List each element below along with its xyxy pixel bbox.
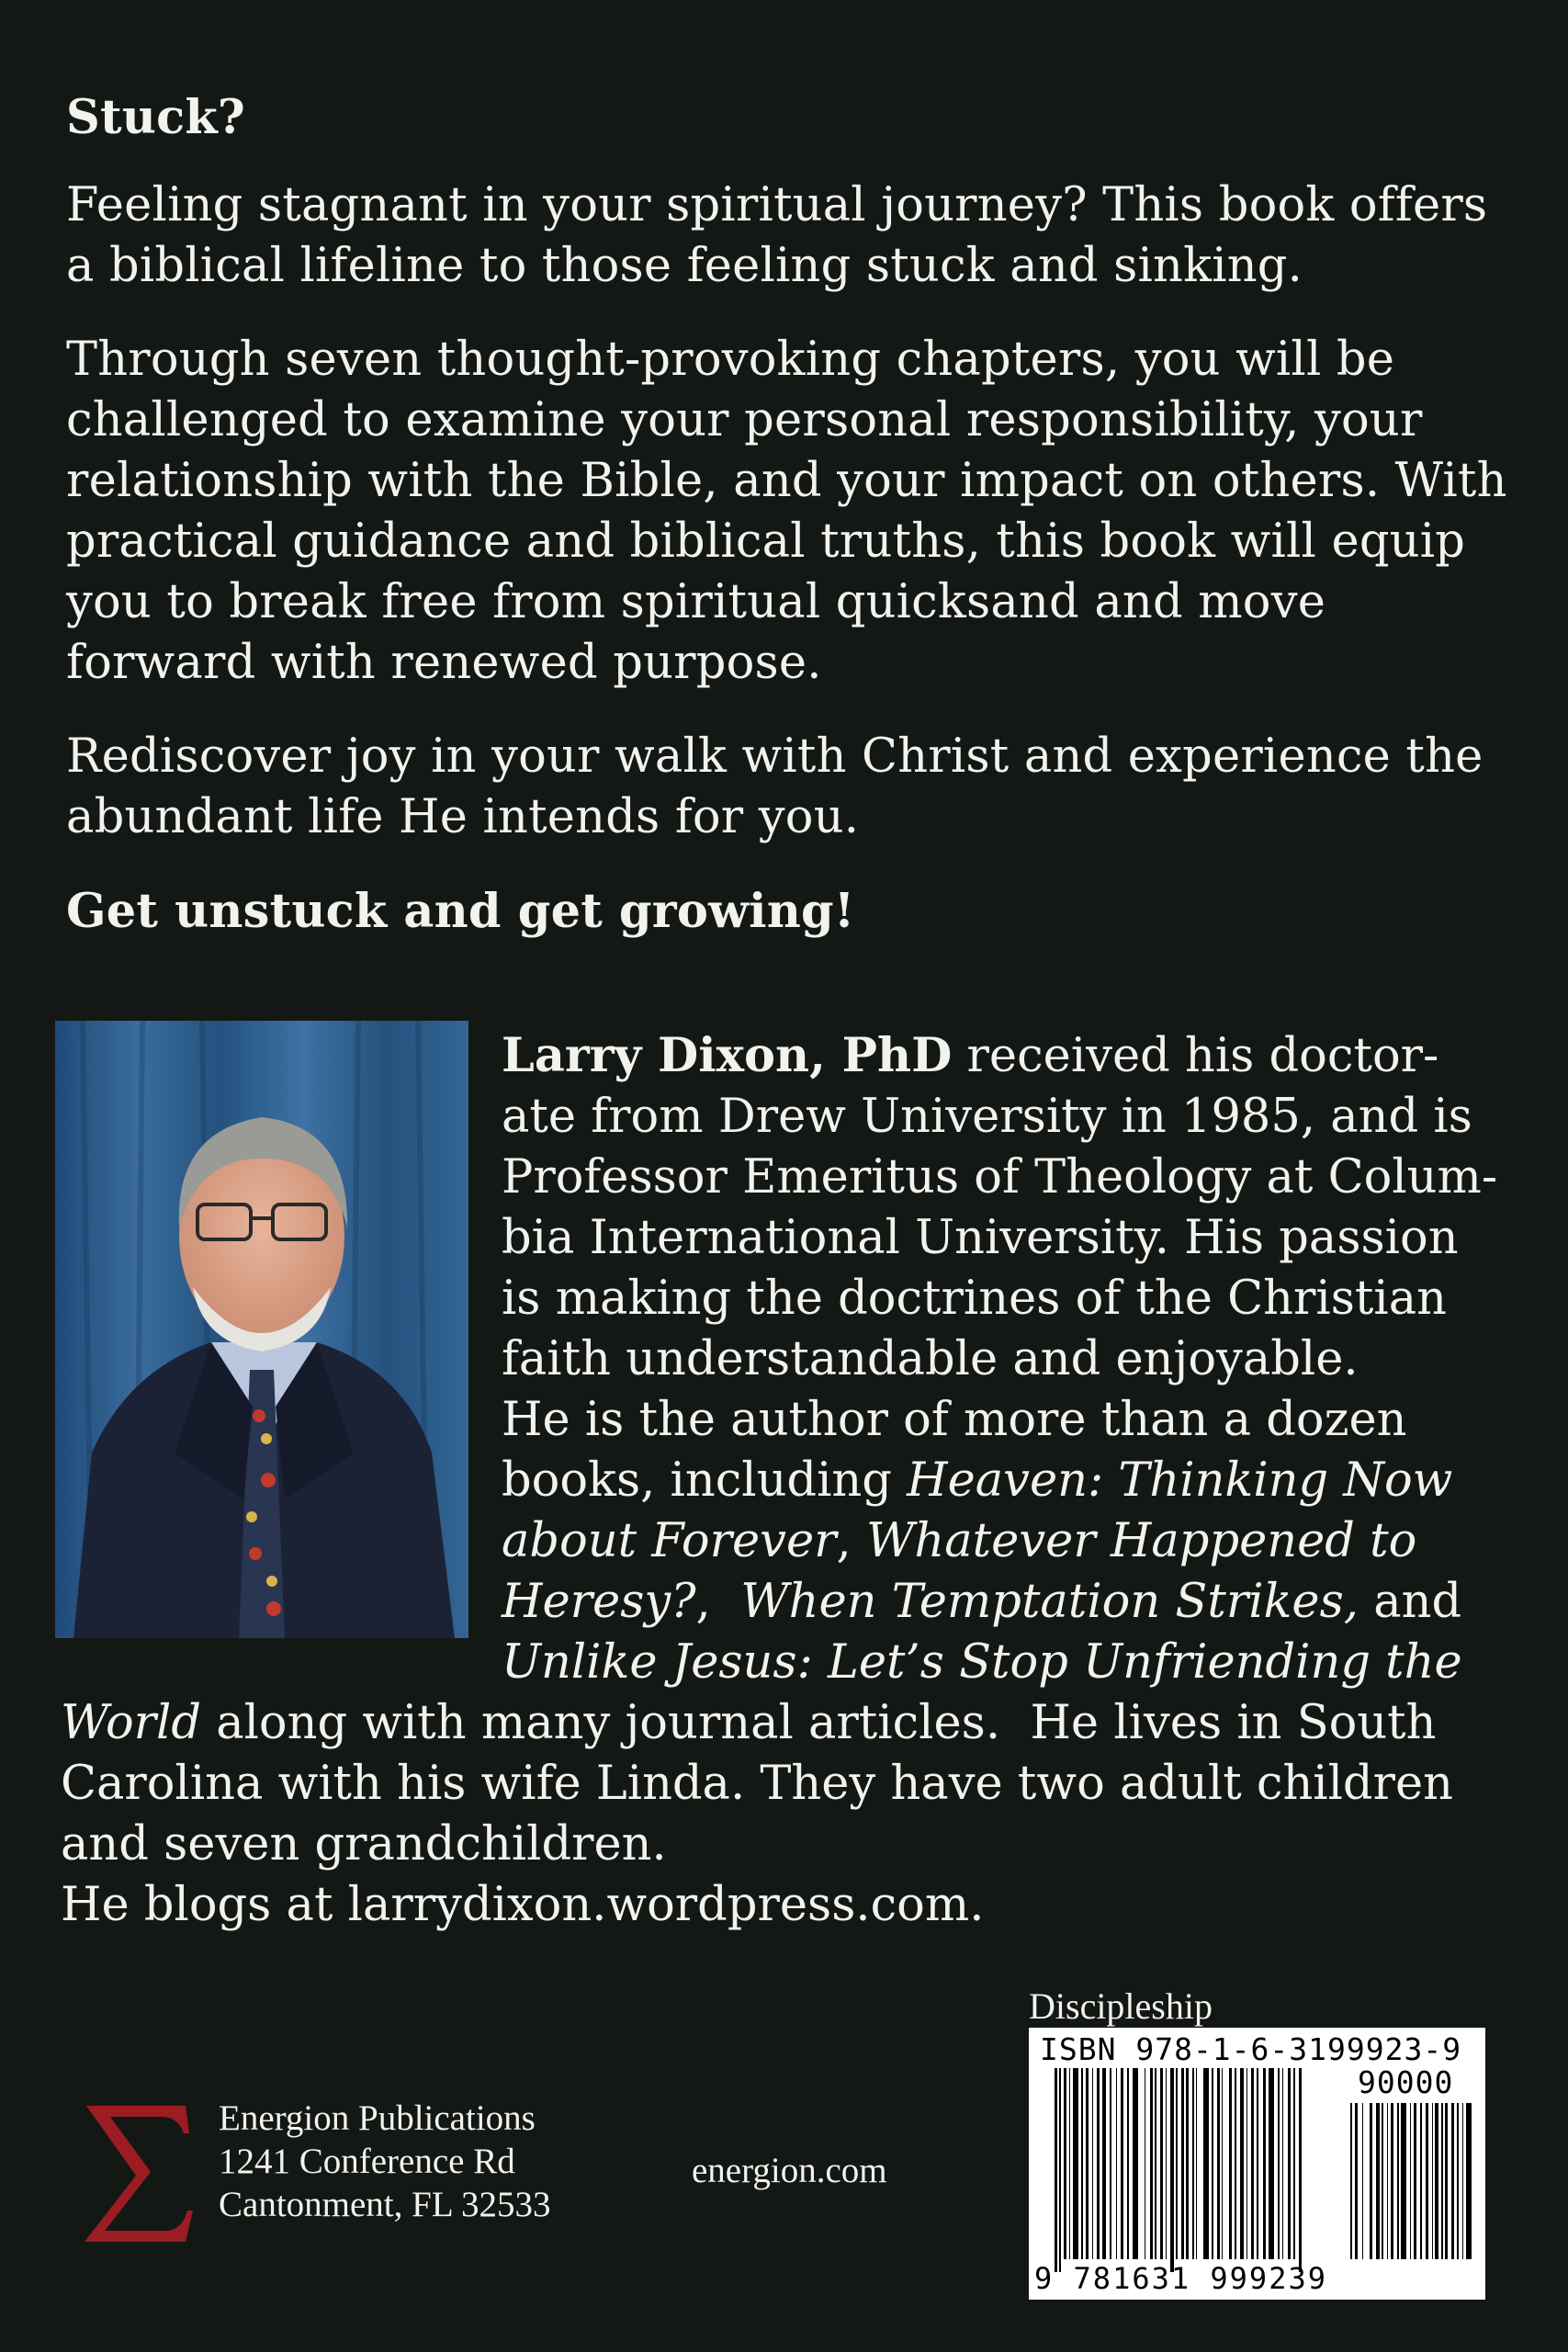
- bio-line: ate from Drew University in 1985, and is: [502, 1090, 1472, 1144]
- blurb-paragraph-2: Through seven thought-provoking chapters, you will be challenged to examine your personal responsibility, your relationship with the Bible, and your impact on others. With practical guidance and biblical truths, this book will equip you to break free from spiritual quicksand and move forward with renewed purpose.: [66, 333, 1507, 690]
- blurb-paragraph-3: Rediscover joy in your walk with Christ and experience the abundant life He intends for you.: [66, 729, 1483, 844]
- isbn-number: ISBN 978-1-6-3199923-9: [1040, 2031, 1462, 2067]
- book-title: Whatever Happened to: [865, 1514, 1417, 1568]
- book-title: Heaven: Thinking Now: [907, 1453, 1453, 1508]
- book-title: World: [61, 1696, 201, 1750]
- bio-line: bia International University. His passion: [502, 1211, 1459, 1265]
- blog-line: He blogs at larrydixon.wordpress.com.: [61, 1878, 985, 1932]
- back-cover-blurb: [66, 87, 1517, 975]
- publisher-name: Energion Publications: [219, 2098, 536, 2138]
- bio-line: Carolina with his wife Linda. They have two adult children: [61, 1757, 1453, 1811]
- bio-line: is making the doctrines of the Christian: [502, 1272, 1447, 1326]
- blurb-closing: Get unstuck and get growing!: [66, 884, 855, 939]
- bio-line: He is the author of more than a dozen: [502, 1393, 1407, 1447]
- author-name: Larry Dixon, PhD: [502, 1028, 953, 1083]
- price-code: 90000: [1358, 2064, 1454, 2100]
- bio-line: and seven grandchildren.: [61, 1817, 667, 1871]
- publisher-website: energion.com: [692, 2151, 887, 2190]
- book-title: Unlike Jesus: Let’s Stop Unfriending the: [502, 1635, 1462, 1690]
- separator: ,: [695, 1575, 741, 1629]
- publisher-street: 1241 Conference Rd: [219, 2142, 515, 2181]
- ean-digits: 9 781631 999239: [1034, 2261, 1327, 2296]
- bio-line: along with many journal articles. He lives in South: [201, 1696, 1437, 1750]
- bio-wrapped-text: [502, 1025, 1530, 1693]
- book-title: about Forever: [502, 1514, 837, 1568]
- bio-line: Professor Emeritus of Theology at Colum-: [502, 1150, 1498, 1204]
- publisher-city: Cantonment, FL 32533: [219, 2185, 551, 2224]
- bio-line: faith understandable and enjoyable.: [502, 1332, 1359, 1386]
- author-bio: [61, 1025, 1530, 1936]
- bio-line: received his doctor-: [952, 1029, 1439, 1083]
- bio-line: and: [1359, 1575, 1462, 1629]
- publisher-info: [219, 2097, 550, 2226]
- book-title: When Temptation Strikes,: [740, 1575, 1359, 1629]
- isbn-barcode: [1029, 2028, 1485, 2300]
- sigma-icon: [83, 2102, 193, 2245]
- separator: ,: [836, 1514, 866, 1568]
- book-category: Discipleship: [1029, 1985, 1213, 2027]
- book-title: Heresy?: [502, 1575, 696, 1629]
- blurb-heading: Stuck?: [66, 90, 245, 145]
- blurb-paragraph-1: Feeling stagnant in your spiritual journey? This book offers a biblical lifeline to those feeling stuck and sinking.: [66, 178, 1488, 293]
- bio-line: books, including: [502, 1453, 908, 1508]
